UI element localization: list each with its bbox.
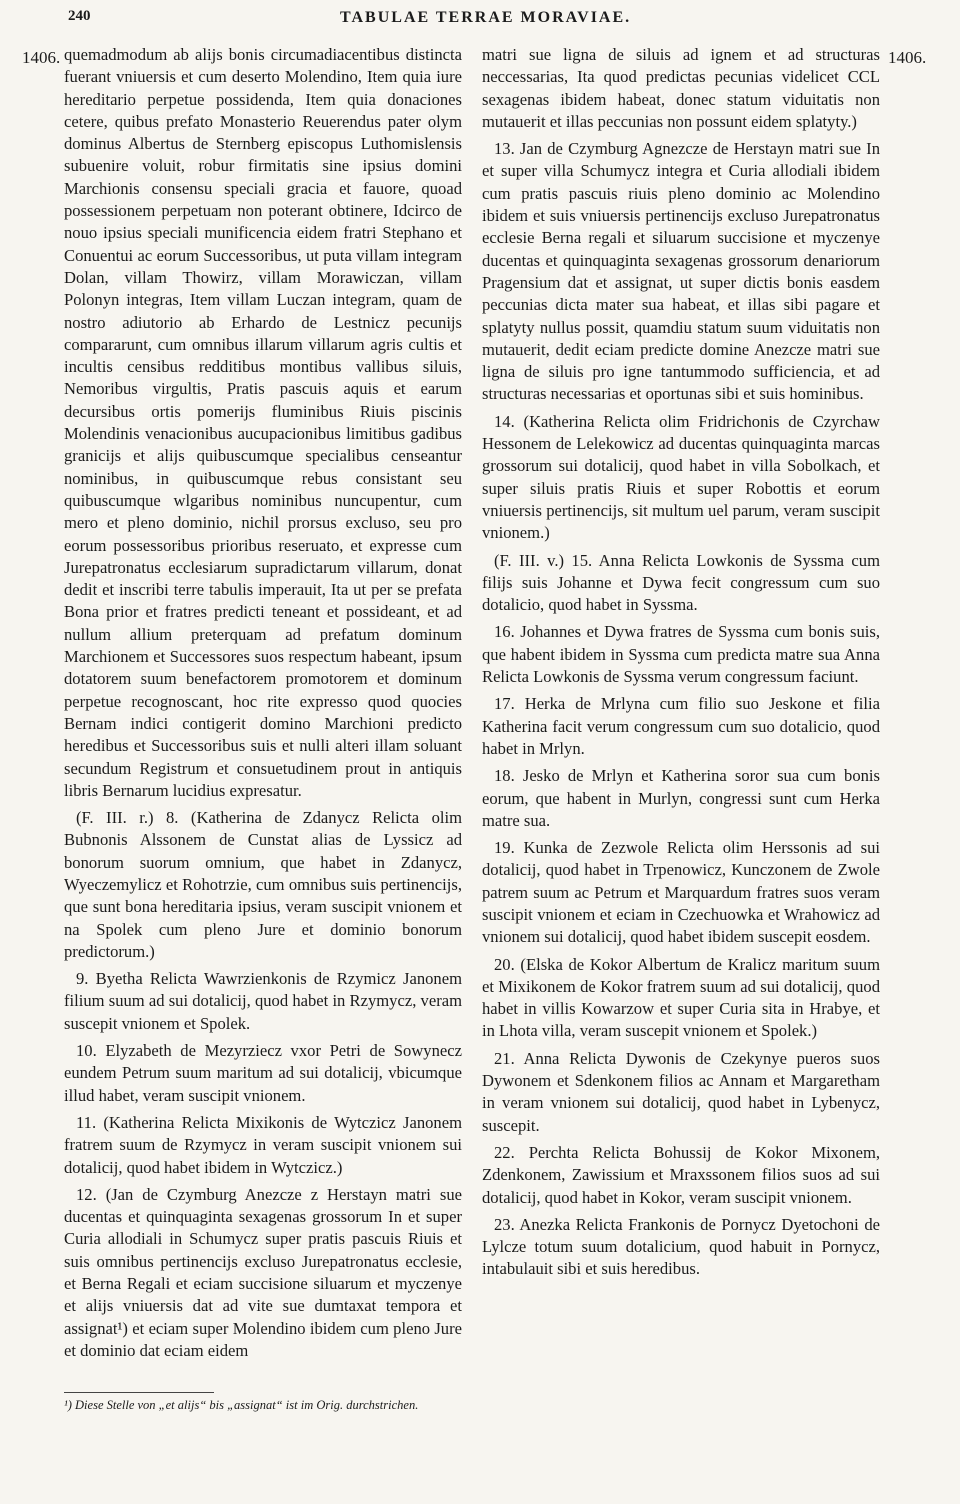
running-head: TABULAE TERRAE MORAVIAE. [340,9,632,26]
entry-8: (F. III. r.) 8. (Katherina de Zdanycz Relicta olim Bubnonis Alssonem de Cunstat alias de Lyssicz ad bonorum suorum omnium, que habet in Zdanycz, Wyeczemylicz et Rohotrzie, cum omnibus suis pertinencijs, que sunt bona hereditaria ipsius, veram suscipit vnionem et na Spolek cum pleno Jure et dominio bonorum predictorum.) [64,808,462,961]
footnote-divider [64,1392,214,1393]
entry-19: 19. Kunka de Zezwole Relicta olim Herssonis ad sui dotalicij, quod habet in Trpenowicz, Kunczonem de Zwole patrem suum ac Petrum et Marquardum fratres suos veram suscipit vnionem et eciam in Czechuowka et Wrahowicz ad vnionem sui dotalicij, quod habet ibidem suscepit eosdem. [482,838,880,947]
footnote: ¹) Diese Stelle von „et alijs“ bis „assignat“ ist im Orig. durchstrichen. [64,1398,419,1412]
entry-21: 21. Anna Relicta Dywonis de Czekynye pueros suos Dywonem et Sdenkonem filios ac Annam et Margaretham in veram vnionem sui dotalicij, quod habet in Lybenycz, suscepit. [482,1048,880,1135]
entry-9: 9. Byetha Relicta Wawrzienkonis de Rzymicz Janonem filium suum ad sui dotalicij, quod habet in Rzymycz, veram suscepit vnionem et Spolek. [64,969,462,1033]
left-column [64,44,462,1367]
entry-13: 13. Jan de Czymburg Agnezcze de Herstayn matri sue In et super villa Schumycz integra et Curia allodiali ibidem cum pratis pascuis riuis pleno dominio ac Molendino ibidem et suis vniuersis pertinencijs excluso Jurepatronatus ecclesie Berna regali et siluarum succisione et myczenye ducentas et quinquaginta sexagenas grossorum denariorum Pragensium dat et assignat, ut super dictis bonis easdem peccunias dicta mater sua habeat, et illas sibi pagare et splatyty nullus possit, quamdiu statum suum viduitatis non mutauerit, dedit eciam predicte domine Anezcze matri sue ligna de siluis pro igne tantummodo sufficiencia, et ad structuras necessarias et oportunas sibi et suis hominibus. [482,139,880,404]
entry-11: 11. (Katherina Relicta Mixikonis de Wytczicz Janonem fratrem suum de Rzymycz in veram suscipit vnionem sui dotalicij, quod habet ibidem in Wytczicz.) [64,1112,462,1177]
entry-10: 10. Elyzabeth de Mezyrziecz vxor Petri de Sowynecz eundem Petrum suum maritum ad sui dotalicij, vbicumque illud habet, veram suscipit vnionem. [64,1041,462,1105]
entry-16: 16. Johannes et Dywa fratres de Syssma cum bonis suis, que habent ibidem in Syssma cum predicta matre sua Anna Relicta Lowkonis de Syssma verum congressum faciunt. [482,622,880,687]
entry-23: 23. Anezka Relicta Frankonis de Pornycz Dyetochoni de Lylcze totum suum dotalicium, quod habuit in Pornycz, intabulauit sibi et suis heredibus. [482,1214,880,1279]
margin-year-right: 1406. [888,48,927,67]
margin-year-left: 1406. [22,48,61,67]
entry-12: 12. (Jan de Czymburg Anezcze z Herstayn matri sue ducentas et quinquaginta sexagenas grossorum In et super Curia allodiali in Schumycz super pratis pascuis Riuis et suis omnibus pertinencijs excluso Jurepatronatus ecclesie, et Berna Regali et eciam succisione siluarum et myczenye et alijs vniuersis dat ad vite sue dumtaxat tempora et assignat¹) et eciam super Molendino ibidem cum pleno Jure et dominio dat eciam eidem [64,1184,462,1360]
entry-18: 18. Jesko de Mrlyn et Katherina soror sua cum bonis eorum, que habent in Murlyn, congressi sunt cum Herka matre sua. [482,766,880,830]
entry-17: 17. Herka de Mrlyna cum filio suo Jeskone et filia Katherina facit verum congressum cum suo dotalicio, quod habet in Mrlyn. [482,694,880,758]
entry-14: 14. (Katherina Relicta olim Fridrichonis de Czyrchaw Hessonem de Lelekowicz ad ducentas quinquaginta marcas grossorum sui dotalicij, quod habet in villa Sobolkach, et super siluis pratis Riuis et super Robottis et eorum vniuersis pertinencijs, sit multum uel parum, veram suscipit vnionem.) [482,411,880,543]
page-number: 240 [68,8,91,24]
paragraph-continuation: quemadmodum ab alijs bonis circumadiacentibus distincta fuerant vniuersis et cum deserto Molendino, Item quia iure hereditario perpetue possidenda, Item quia donaciones cetere, quibus prefato Monasterio Reuerendus pater olym dominus Albertus de Sternberg episcopus Luthomislensis subuenire voluit, robur firmitatis sine ipsius domini Marchionis consensu speciali gracia et fauore, quoad possessionem perpetuam non poterant obtinere, Idcirco de nouo ipsius speciali munificencia eidem fratri Stephano et Conuentui ac eorum Successoribus, ut puta villam integram Dolan, villam Thowirz, villam Morawiczan, villam Polonyn integras, Item villam Luczan integram, quam de nostro adiutorio ab Erhardo de Lestnicz pecunijs compararunt, cum omnibus illarum villarum agris cultis et incultis censibus redditibus montibus vallibus siluis, Nemoribus virgultis, Pratis pascuis aquis et earum decursibus ortis pomerijs fluminibus Riuis piscinis Molendinis venacionibus aucupacionibus limitibus gadibus granicijs et alijs quibuscumque specialibus censeantur nominibus, in quibuscumque rebus consistant seu quibuscumque wlgaribus nominibus nuncupentur, cum mero et pleno dominio, nichil prorsus excluso, seu pro eorum possessoribus prioribus reseruato, et expresse cum Jurepatronatus ecclesiarum supradictarum villarum, donat dedit et inscribi terre tabulis imperauit, Ita ut per se prefata Bona prior et fratres predicti teneant et possideant, et ad nullum allium preterquam ad prefatum dominum Marchionem et Successores suos respectum habeant, ipsum dotatorem suum benefactorem promotorem et dominum perpetue recognoscant, hoc rite expresso quod quocies Bernam indici contigerit domino Marchioni predicto heredibus et Successoribus suis et nulli alteri illam soluant secundum Registrum et consuetudinem prout in antiquis libris Bernarum lucidius expresatur. [64,45,462,800]
entry-22: 22. Perchta Relicta Bohussij de Kokor Mixonem, Zdenkonem, Zawissium et Mraxssonem filios suos ad sui dotalicij, quod habet in Kokor, veram suscipit vnionem. [482,1142,880,1207]
entry-12-continuation: matri sue ligna de siluis ad ignem et ad structuras neccessarias, Ita quod predictas pecunias videlicet CCL sexagenas ibidem habeat, donec statum viduitatis non mutauerit et illas peccunias non possunt eidem splatyty.) [482,45,880,131]
entry-15: (F. III. v.) 15. Anna Relicta Lowkonis de Syssma cum filijs suis Johanne et Dywa fecit congressum cum suo dotalicio, quod habet in Syssma. [482,550,880,615]
right-column [482,44,880,1286]
entry-20: 20. (Elska de Kokor Albertum de Kralicz maritum suum et Mixikonem de Kokor fratrem suum ad sui dotalicij, quod habet in villis Kowarzow et super Curia sita in Hrabye, et in Lhota villa, veram suscepit vnionem et Spolek.) [482,954,880,1041]
